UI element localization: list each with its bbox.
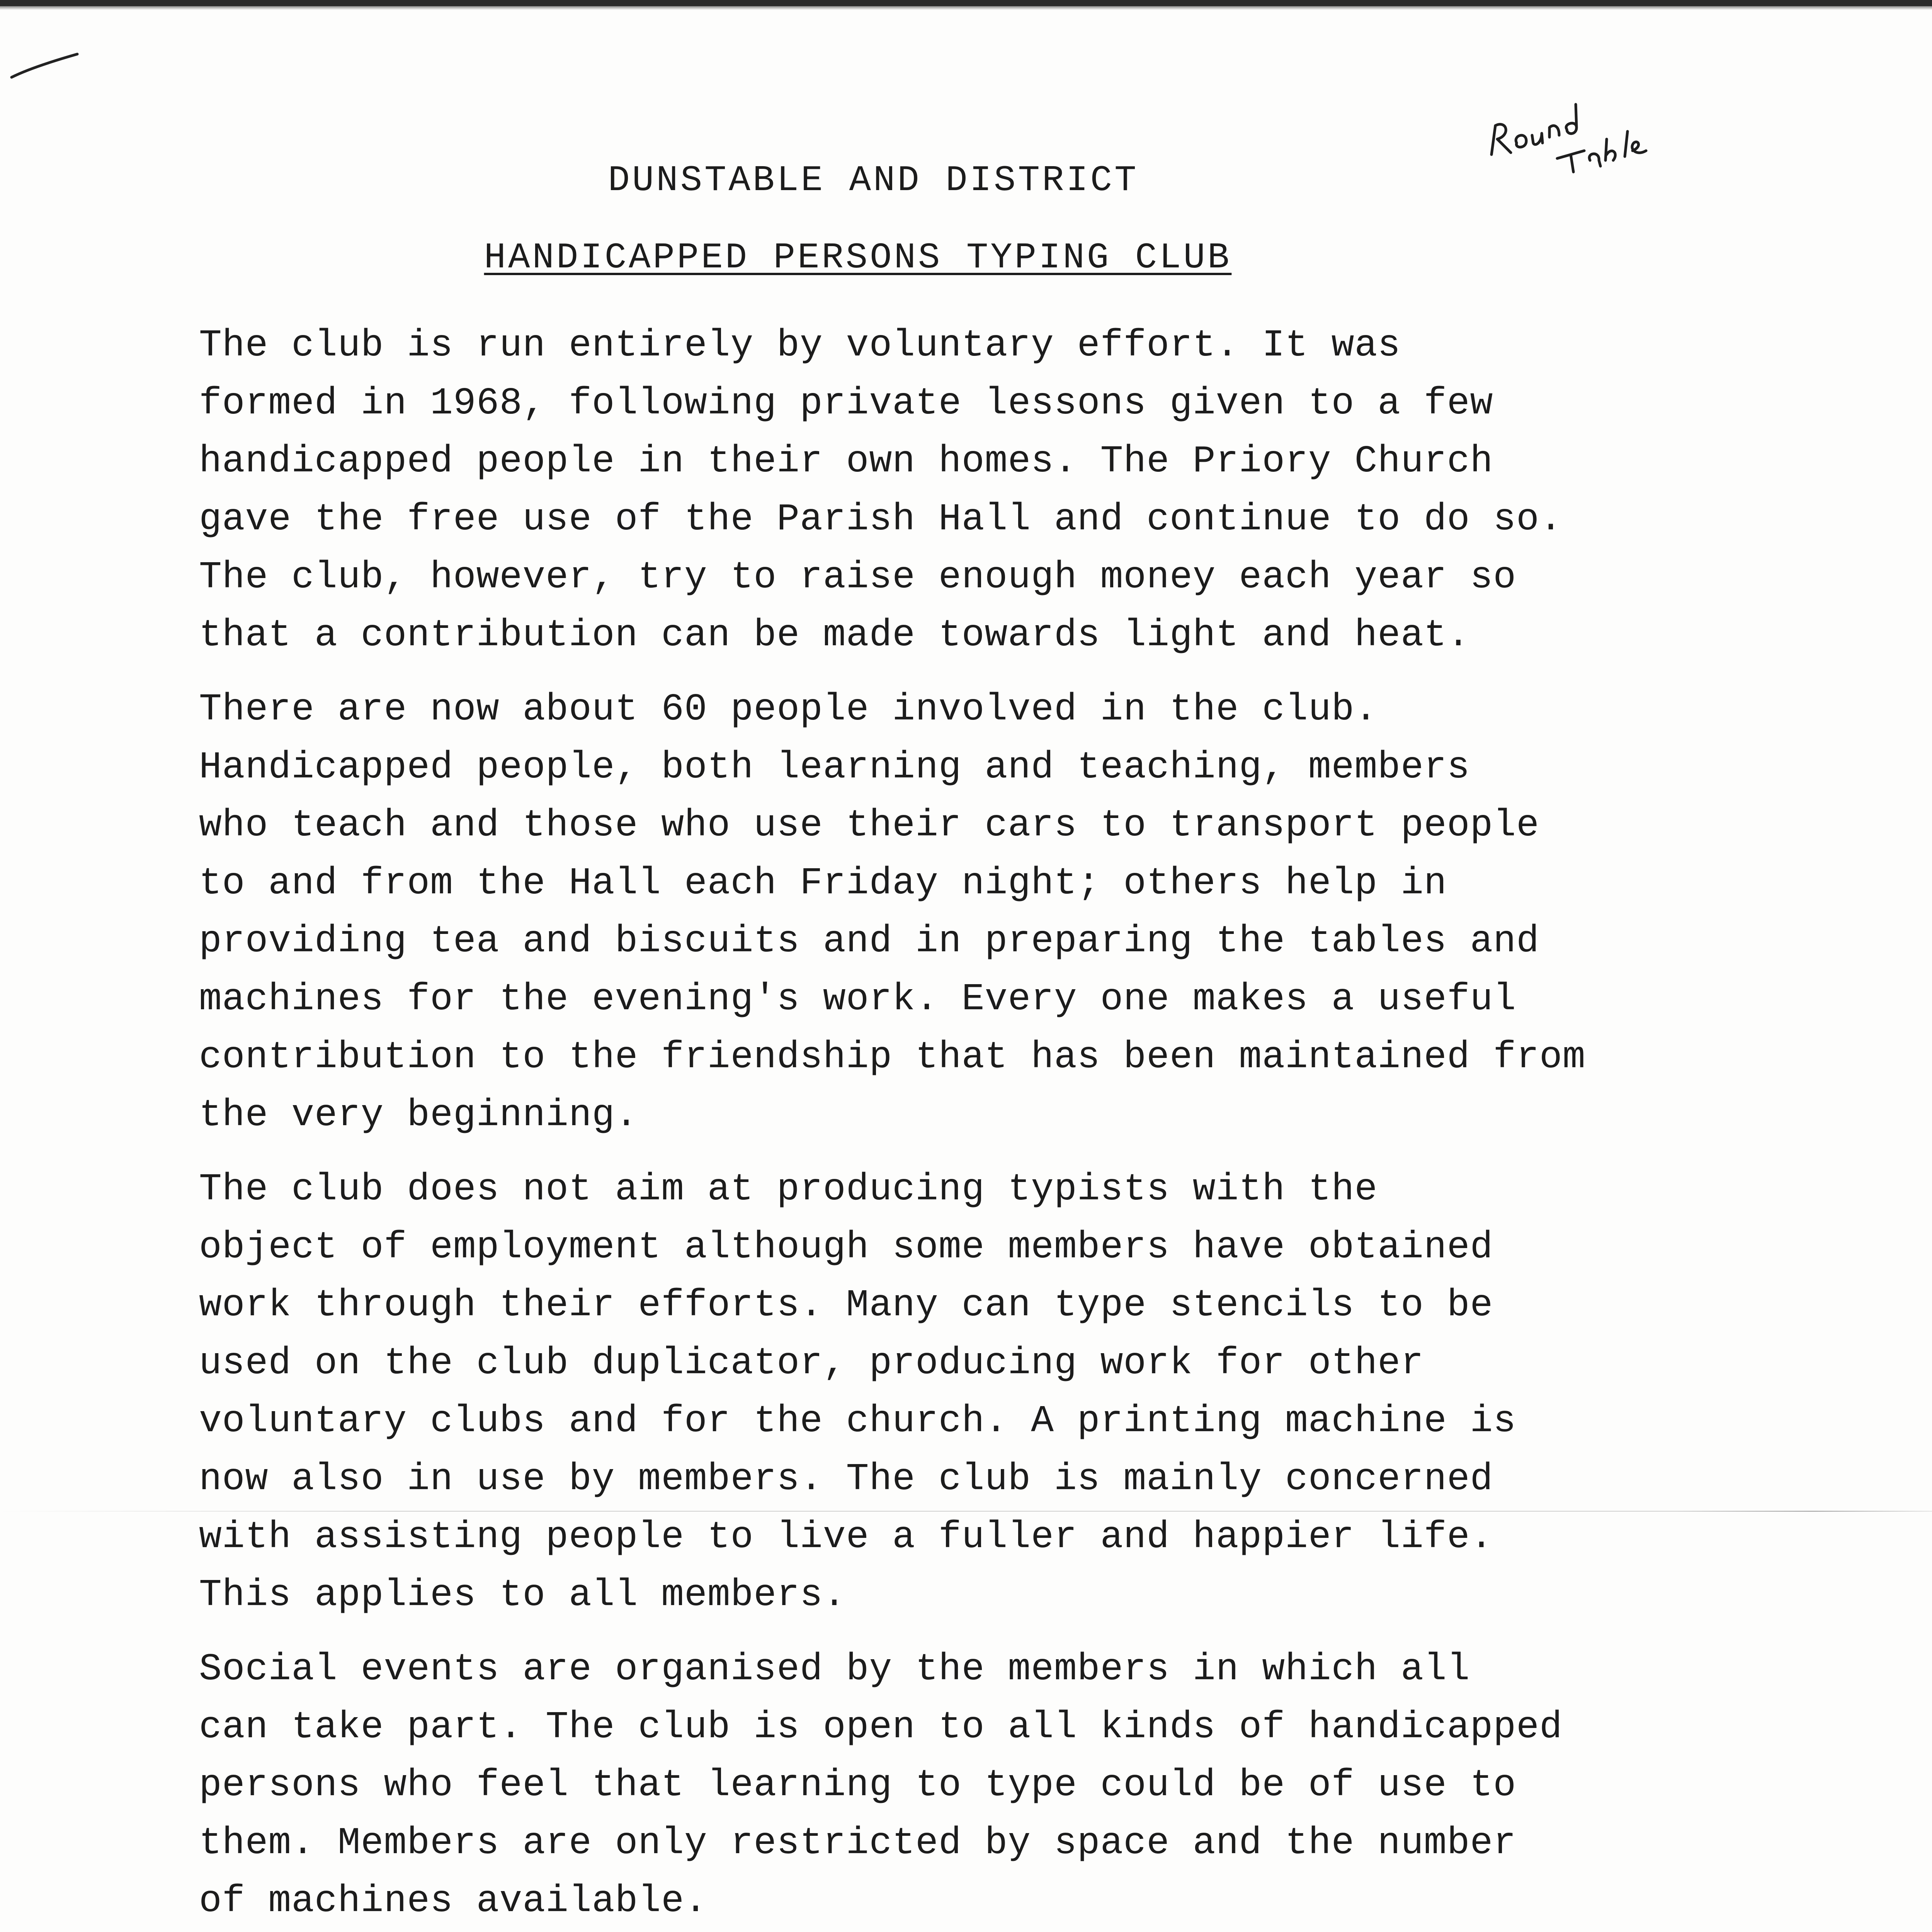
scan-top-edge (0, 0, 1932, 6)
pen-stroke-mark (8, 43, 85, 89)
paragraph-aims: The club does not aim at producing typists with the object of employment although some members have obtained work through their efforts. Many can type stencils to be used on the club duplicator, producing work for other voluntary clubs and for the church. A printing machine is now also in use by members. The club is mainly concerned with assisting people to live a fuller and happier life. This applies to all members. (199, 1168, 1517, 1617)
document-subtitle: HANDICAPPED PERSONS TYPING CLUB (484, 238, 1232, 279)
document-body (199, 317, 1629, 1932)
scan-top-shadow (0, 6, 1932, 10)
paragraph-members: There are now about 60 people involved in the club. Handicapped people, both learning and teaching, members who teach and those who use their cars to transport people to and from the Hall each Friday night; others help in providing tea and biscuits and in preparing the tables and machines for the evening's work. Every one makes a useful contribution to the friendship that has been maintained from the very beginning. (199, 688, 1586, 1137)
paragraph-history: The club is run entirely by voluntary effort. It was formed in 1968, following private lessons given to a few handicapped people in their own homes. The Priory Church gave the free use of the Parish Hall and continue to do so. The club, however, try to raise enough money each year so that a contribution can be made towards light and heat. (199, 324, 1563, 657)
paragraph-social-events: Social events are organised by the members in which all can take part. The club is open to all kinds of handicapped persons who feel that learning to type could be of use to them. Members are only restricted by space and the number of machines available. (199, 1648, 1563, 1923)
document-title: DUNSTABLE AND DISTRICT (608, 160, 1139, 201)
